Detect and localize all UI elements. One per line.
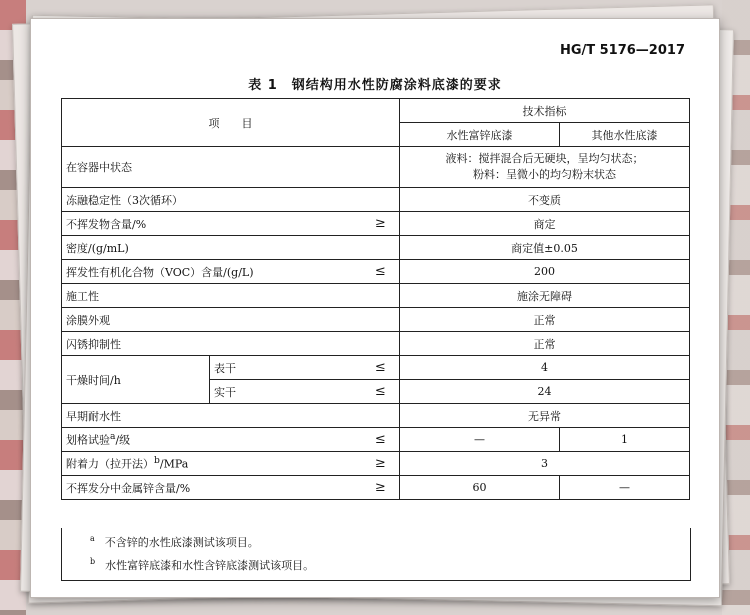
footnote — [90, 557, 314, 573]
row-value: — — [400, 428, 560, 452]
row-label-unit: /MPa — [159, 457, 189, 471]
comparison-symbol: ≤ — [362, 356, 400, 380]
table-row — [62, 332, 690, 356]
row-label: 涂膜外观 — [62, 308, 400, 332]
footnote-text: 不含锌的水性底漆测试该项目。 — [104, 536, 259, 549]
row-value: 4 — [400, 356, 690, 380]
table-title: 表 1 钢结构用水性防腐涂料底漆的要求 — [248, 78, 502, 93]
row-label: 挥发性有机化合物（VOC）含量/(g/L) — [62, 260, 362, 284]
row-label: 干燥时间/h — [62, 356, 210, 404]
sub-row-label: 表干 — [210, 356, 362, 380]
row-value: 商定 — [400, 212, 690, 236]
table-row — [62, 284, 690, 308]
table-row — [62, 404, 690, 428]
row-value: 1 — [560, 428, 690, 452]
row-label: 施工性 — [62, 284, 400, 308]
footnote-marker: b — [90, 557, 96, 567]
row-value: — — [560, 476, 690, 500]
comparison-symbol: ≥ — [362, 476, 400, 500]
comparison-symbol: ≤ — [362, 428, 400, 452]
row-label: 闪锈抑制性 — [62, 332, 400, 356]
row-value: 不变质 — [400, 188, 690, 212]
header-other-primer: 其他水性底漆 — [560, 123, 690, 147]
row-value-line: 液料：搅拌混合后无硬块，呈均匀状态； — [445, 152, 644, 165]
sub-row-label: 实干 — [210, 380, 362, 404]
table-row — [62, 236, 690, 260]
comparison-symbol: ≥ — [362, 452, 400, 476]
footnote-text: 水性富锌底漆和水性含锌底漆测试该项目。 — [105, 559, 315, 572]
row-value: 3 — [400, 452, 690, 476]
header-item: 项 目 — [62, 99, 400, 147]
row-label-text: 附着力（拉开法） — [66, 457, 154, 471]
table-notes — [61, 528, 691, 581]
comparison-symbol: ≥ — [362, 212, 400, 236]
row-value: 施涂无障碍 — [400, 284, 690, 308]
row-value-line: 粉料：呈微小的均匀粉末状态 — [473, 168, 617, 181]
row-value: 200 — [400, 260, 690, 284]
row-value: 无异常 — [400, 404, 690, 428]
row-value: 正常 — [400, 308, 690, 332]
table-row — [62, 356, 690, 380]
comparison-symbol: ≤ — [362, 260, 400, 284]
standard-code: HG/T 5176—2017 — [559, 43, 685, 58]
row-value: 商定值±0.05 — [400, 236, 690, 260]
footnote-marker: b — [154, 455, 160, 467]
footnote-marker: a — [110, 431, 116, 443]
row-label: 不挥发分中金属锌含量/% — [62, 476, 362, 500]
row-label-text: 划格试验 — [66, 433, 110, 447]
table-row — [62, 476, 690, 500]
row-value — [400, 147, 690, 188]
document-page — [30, 18, 720, 598]
row-value: 60 — [400, 476, 560, 500]
row-value: 正常 — [400, 332, 690, 356]
row-label — [62, 452, 362, 476]
table-row — [62, 260, 690, 284]
footnote — [90, 534, 259, 550]
table-row — [62, 212, 690, 236]
row-label: 冻融稳定性（3次循环） — [62, 188, 400, 212]
table-row — [62, 452, 690, 476]
row-label: 早期耐水性 — [62, 404, 400, 428]
table-row — [62, 188, 690, 212]
header-spec: 技术指标 — [400, 99, 690, 123]
table-row — [62, 308, 690, 332]
row-label: 不挥发物含量/% — [62, 212, 362, 236]
table-row — [62, 428, 690, 452]
row-value: 24 — [400, 380, 690, 404]
row-label: 在容器中状态 — [62, 147, 400, 188]
row-label-unit: /级 — [115, 433, 131, 447]
table-row — [62, 147, 690, 188]
table-header-row — [62, 99, 690, 123]
comparison-symbol: ≤ — [362, 380, 400, 404]
footnote-marker: a — [90, 534, 95, 544]
row-label: 密度/(g/mL) — [62, 236, 400, 260]
header-zinc-rich-primer: 水性富锌底漆 — [400, 123, 560, 147]
requirements-table — [61, 98, 690, 500]
row-label — [62, 428, 362, 452]
